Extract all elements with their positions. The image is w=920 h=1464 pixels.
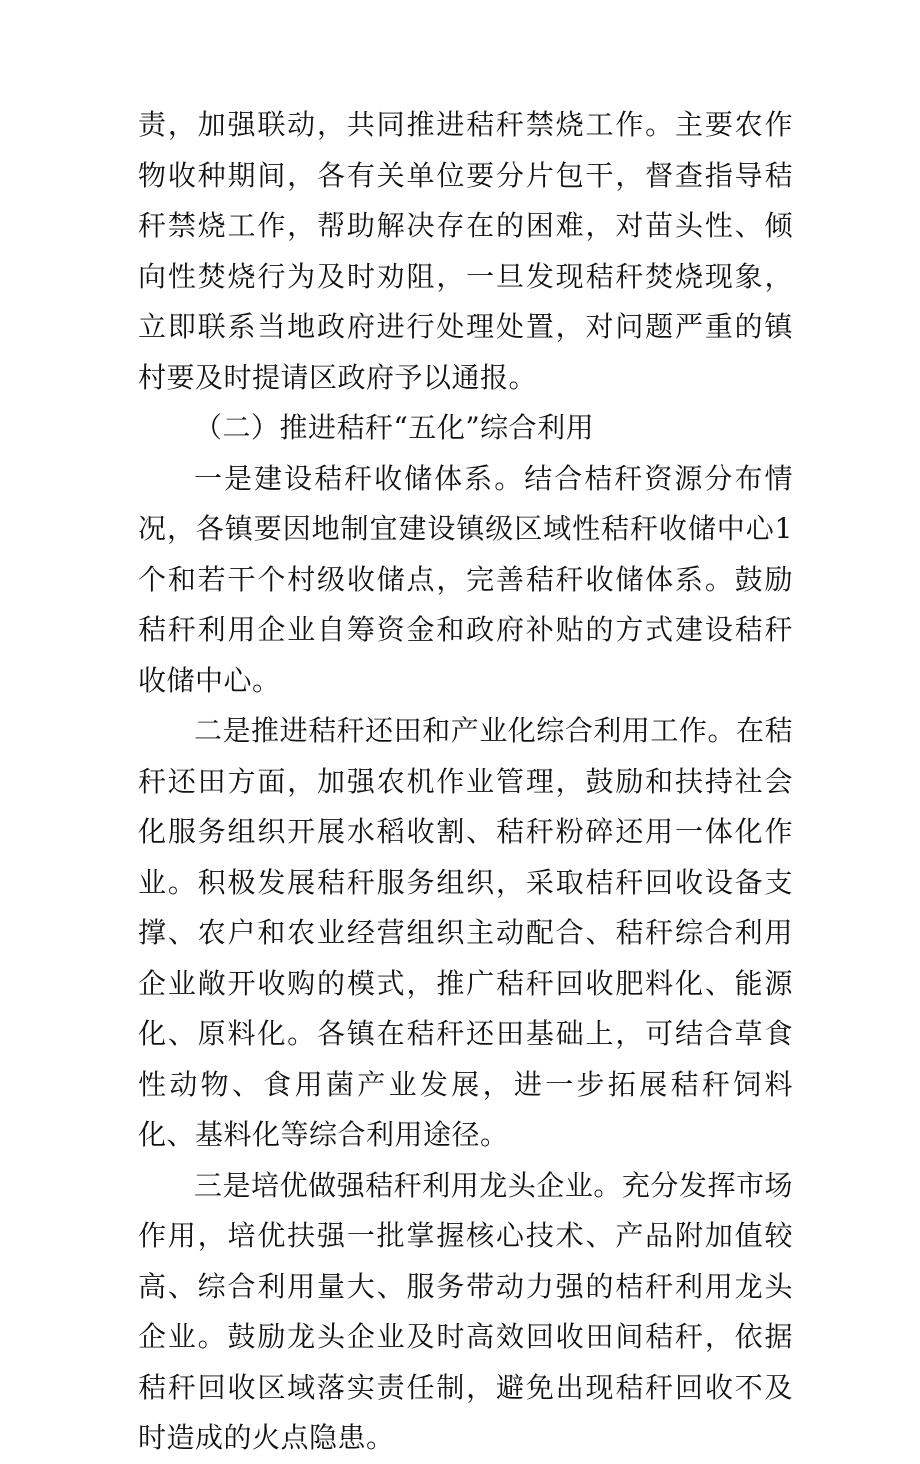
paragraph-field-return: 二是推进秸秆还田和产业化综合利用工作。在秸秆还田方面，加强农机作业管理，鼓励和扶持社会化服务组织开展水稻收割、秸秆粉碎还用一体化作业。积极发展秸秆服务组织，采取桔秆回收设备支撑、农户和农业经营组织主动配合、秸秆综合利用企业敞开收购的模式，推广秸秆回收肥料化、能源化、原料化。各镇在秸秆还田基础上，可结合草食性动物、食用菌产业发展，进一步拓展秸秆饲料化、基料化等综合利用途径。 bbox=[138, 714, 793, 1151]
paragraph-leading-enterprises: 三是培优做强秸秆利用龙头企业。充分发挥市场作用，培优扶强一批掌握核心技术、产品附加值较高、综合利用量大、服务带动力强的桔秆利用龙头企业。鼓励龙头企业及时高效回收田间秸秆，依据秸秆回收区域落实责任制，避免出现秸秆回收不及时造成的火点隐患。 bbox=[138, 1168, 793, 1454]
paragraph-storage-system: 一是建设秸秆收储体系。结合桔秆资源分布情况，各镇要因地制宜建设镇级区域性秸秆收储中心1个和若干个村级收储点，完善秸秆收储体系。鼓励秸秆利用企业自筹资金和政府补贴的方式建设秸秆收储中心。 bbox=[138, 461, 793, 697]
paragraph-continuation: 责，加强联动，共同推进秸秆禁烧工作。主要农作物收种期间，各有关单位要分片包干，督查指导秸秆禁烧工作，帮助解决存在的困难，对苗头性、倾向性焚烧行为及时劝阻，一旦发现秸秆焚烧现象，立即联系当地政府进行处理处置，对问题严重的镇村要及时提请区政府予以通报。 bbox=[138, 108, 793, 394]
section-heading: （二）推进秸秆“五化”综合利用 bbox=[194, 411, 595, 444]
document-body bbox=[138, 100, 793, 1464]
